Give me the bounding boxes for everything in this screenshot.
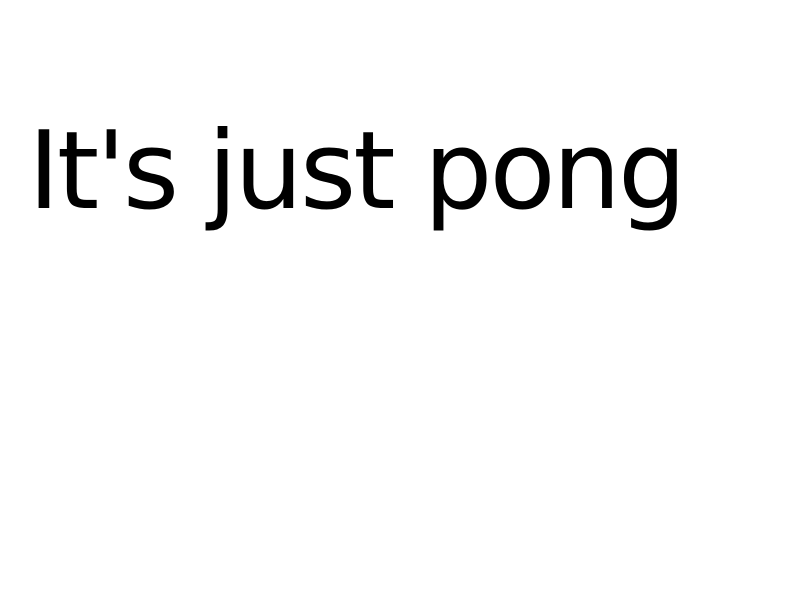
title-text: It's just pong: [28, 109, 684, 234]
